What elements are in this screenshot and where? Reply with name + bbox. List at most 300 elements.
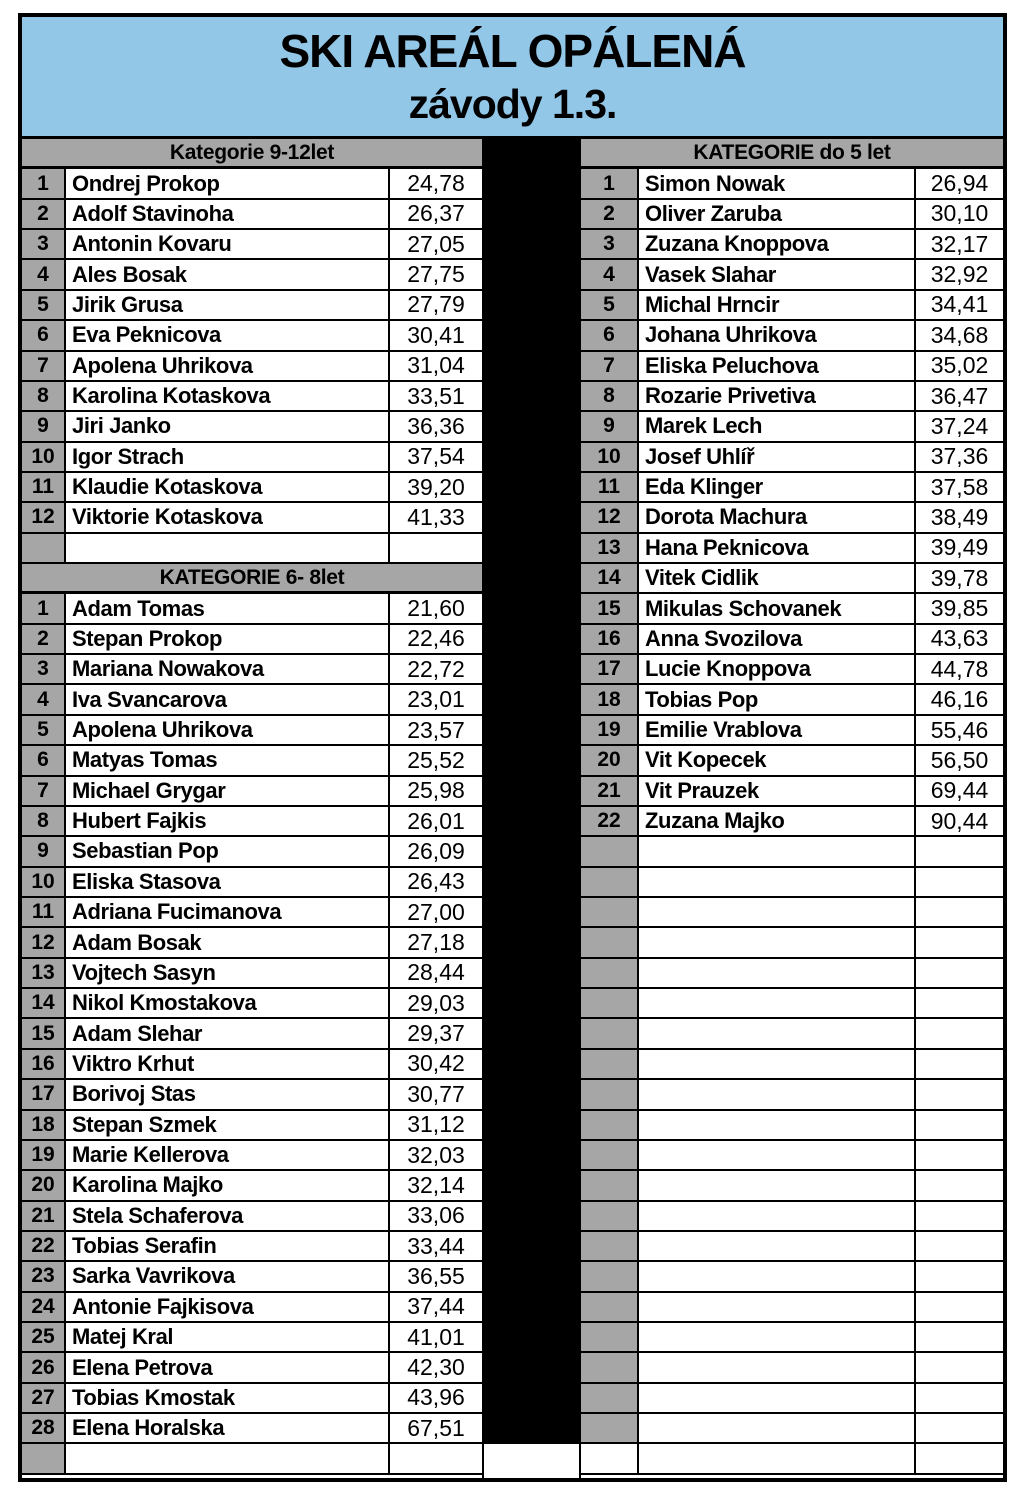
time-cell (916, 1111, 1003, 1139)
rank-cell: 25 (22, 1323, 66, 1351)
time-cell (916, 1323, 1003, 1351)
name-cell: Apolena Uhrikova (66, 716, 390, 744)
rank-cell: 7 (22, 777, 66, 805)
rank-cell: 6 (581, 321, 639, 349)
name-cell: Oliver Zaruba (639, 200, 916, 228)
rank-cell: 11 (581, 473, 639, 501)
table-row (22, 777, 482, 807)
table-row (581, 1353, 1003, 1383)
table-row (22, 260, 482, 290)
name-cell: Matyas Tomas (66, 746, 390, 774)
time-cell: 46,16 (930, 686, 989, 713)
table-row (581, 1444, 1003, 1474)
time-cell: 29,37 (407, 1020, 465, 1047)
name-cell: Rozarie Privetiva (639, 382, 916, 410)
name-cell (639, 1019, 916, 1047)
time-cell: 36,55 (407, 1262, 465, 1289)
name-cell (66, 1444, 390, 1472)
time-cell (916, 837, 1003, 865)
time-cell: 27,05 (407, 230, 465, 257)
time-cell (916, 989, 1003, 1017)
name-cell (639, 1202, 916, 1230)
time-cell: 39,85 (930, 595, 989, 622)
table-row (22, 625, 482, 655)
rank-cell: 7 (22, 352, 66, 380)
name-cell (639, 868, 916, 896)
time-cell (390, 534, 482, 562)
table-row (581, 443, 1003, 473)
time-cell (916, 898, 1003, 926)
time-cell: 38,49 (930, 503, 989, 530)
table-row (22, 655, 482, 685)
name-cell: Eda Klinger (639, 473, 916, 501)
rank-cell (581, 868, 639, 896)
time-cell: 30,77 (407, 1080, 465, 1107)
time-cell: 41,33 (407, 503, 465, 530)
separator-column (482, 139, 581, 1478)
table-row (22, 1323, 482, 1353)
time-cell (916, 1232, 1003, 1260)
time-cell: 32,17 (930, 230, 989, 257)
name-cell: Borivoj Stas (66, 1080, 390, 1108)
time-cell: 90,44 (930, 807, 989, 834)
name-cell: Michal Hrncir (639, 291, 916, 319)
name-cell: Josef Uhlíř (639, 443, 916, 471)
table-row (581, 898, 1003, 928)
name-cell: Vasek Slahar (639, 260, 916, 288)
time-cell: 27,00 (407, 898, 465, 925)
category-header: KATEGORIE do 5 let (581, 139, 1003, 169)
time-cell: 32,92 (930, 261, 989, 288)
name-cell: Michael Grygar (66, 777, 390, 805)
time-cell: 25,98 (407, 777, 465, 804)
rank-cell: 10 (22, 443, 66, 471)
time-cell (916, 1080, 1003, 1108)
rank-cell: 13 (581, 534, 639, 562)
table-row (581, 1323, 1003, 1353)
table-row (581, 868, 1003, 898)
table-row (22, 382, 482, 412)
name-cell: Vit Kopecek (639, 746, 916, 774)
time-cell (390, 1444, 482, 1472)
rank-cell (581, 1323, 639, 1351)
rank-cell: 23 (22, 1262, 66, 1290)
time-cell: 26,37 (407, 200, 465, 227)
table-row (581, 989, 1003, 1019)
rank-cell: 2 (22, 625, 66, 653)
table-row (22, 837, 482, 867)
rank-cell: 4 (581, 260, 639, 288)
rank-cell: 8 (581, 382, 639, 410)
table-row (581, 230, 1003, 260)
table-row (22, 1262, 482, 1292)
name-cell (639, 1080, 916, 1108)
table-row (581, 594, 1003, 624)
table-row (22, 1141, 482, 1171)
time-cell: 30,10 (930, 200, 989, 227)
name-cell: Zuzana Knoppova (639, 230, 916, 258)
rank-cell: 11 (22, 473, 66, 501)
time-cell: 39,20 (407, 473, 465, 500)
time-cell: 39,78 (930, 564, 989, 591)
rank-cell (581, 1293, 639, 1321)
table-row (581, 716, 1003, 746)
time-cell: 31,12 (407, 1111, 465, 1138)
name-cell: Eliska Peluchova (639, 352, 916, 380)
name-cell: Viktro Krhut (66, 1050, 390, 1078)
time-cell: 26,94 (930, 170, 989, 197)
rank-cell: 5 (22, 716, 66, 744)
time-cell (916, 1444, 1003, 1472)
table-row (22, 1019, 482, 1049)
time-cell: 27,18 (407, 929, 465, 956)
table-row (22, 352, 482, 382)
table-row (581, 321, 1003, 351)
time-cell: 37,44 (407, 1293, 465, 1320)
time-cell (916, 1293, 1003, 1321)
time-cell: 55,46 (930, 716, 989, 743)
name-cell: Karolina Majko (66, 1171, 390, 1199)
name-cell (66, 534, 390, 562)
name-cell: Zuzana Majko (639, 807, 916, 835)
title-banner (22, 17, 1003, 139)
name-cell (639, 1141, 916, 1169)
rank-cell (581, 989, 639, 1017)
table-row (581, 1262, 1003, 1292)
name-cell: Nikol Kmostakova (66, 989, 390, 1017)
name-cell: Iva Svancarova (66, 685, 390, 713)
table-row (581, 1111, 1003, 1141)
rank-cell: 21 (581, 777, 639, 805)
table-row (581, 777, 1003, 807)
table-row (581, 1414, 1003, 1444)
table-row (581, 1293, 1003, 1323)
name-cell: Adam Slehar (66, 1019, 390, 1047)
rank-cell: 7 (581, 352, 639, 380)
table-row (22, 200, 482, 230)
name-cell: Vitek Cidlik (639, 564, 916, 592)
time-cell: 36,36 (407, 412, 465, 439)
table-row (581, 1171, 1003, 1201)
name-cell: Eliska Stasova (66, 868, 390, 896)
name-cell: Antonie Fajkisova (66, 1293, 390, 1321)
table-row (22, 1232, 482, 1262)
name-cell (639, 1384, 916, 1412)
name-cell (639, 1323, 916, 1351)
rank-cell: 28 (22, 1414, 66, 1442)
rank-cell: 2 (22, 200, 66, 228)
name-cell (639, 1353, 916, 1381)
name-cell: Antonin Kovaru (66, 230, 390, 258)
table-row (22, 230, 482, 260)
time-cell (916, 1050, 1003, 1078)
name-cell: Mikulas Schovanek (639, 594, 916, 622)
rank-cell (581, 1050, 639, 1078)
empty-separator-cell (482, 1444, 581, 1478)
table-row (22, 534, 482, 564)
time-cell: 37,24 (930, 412, 989, 439)
table-row (22, 169, 482, 199)
name-cell: Tobias Serafin (66, 1232, 390, 1260)
table-row (22, 716, 482, 746)
rank-cell: 5 (22, 291, 66, 319)
rank-cell: 12 (22, 503, 66, 531)
name-cell: Karolina Kotaskova (66, 382, 390, 410)
table-row (581, 837, 1003, 867)
table-row (22, 928, 482, 958)
table-row (581, 503, 1003, 533)
table-row (22, 473, 482, 503)
rank-cell: 14 (581, 564, 639, 592)
table-row (581, 352, 1003, 382)
rank-cell: 20 (22, 1171, 66, 1199)
time-cell (916, 1171, 1003, 1199)
rank-cell: 9 (22, 837, 66, 865)
rank-cell (581, 959, 639, 987)
rank-cell (581, 898, 639, 926)
name-cell: Dorota Machura (639, 503, 916, 531)
time-cell: 36,47 (930, 382, 989, 409)
time-cell: 23,01 (407, 686, 465, 713)
name-cell: Lucie Knoppova (639, 655, 916, 683)
name-cell: Klaudie Kotaskova (66, 473, 390, 501)
table-row (22, 1353, 482, 1383)
rank-cell: 6 (22, 321, 66, 349)
table-row (581, 655, 1003, 685)
table-row (22, 412, 482, 442)
rank-cell: 1 (22, 594, 66, 622)
rank-cell: 13 (22, 959, 66, 987)
table-row (22, 989, 482, 1019)
time-cell: 37,54 (407, 443, 465, 470)
table-row (22, 594, 482, 624)
rank-cell: 21 (22, 1202, 66, 1230)
rank-cell: 24 (22, 1293, 66, 1321)
time-cell: 25,52 (407, 746, 465, 773)
time-cell: 32,14 (407, 1171, 465, 1198)
name-cell: Marie Kellerova (66, 1141, 390, 1169)
name-cell: Johana Uhrikova (639, 321, 916, 349)
table-row (22, 1293, 482, 1323)
table-row (581, 260, 1003, 290)
rank-cell (581, 1414, 639, 1442)
time-cell: 24,78 (407, 170, 465, 197)
name-cell (639, 1262, 916, 1290)
table-row (22, 898, 482, 928)
table-row (581, 200, 1003, 230)
time-cell: 22,72 (407, 655, 465, 682)
time-cell (916, 868, 1003, 896)
sheet-body (22, 139, 1003, 1478)
time-cell (916, 1414, 1003, 1442)
table-row (22, 959, 482, 989)
rank-cell: 9 (581, 412, 639, 440)
name-cell (639, 898, 916, 926)
rank-cell (22, 534, 66, 562)
name-cell (639, 1232, 916, 1260)
rank-cell (581, 1202, 639, 1230)
rank-cell (22, 1444, 66, 1472)
rank-cell: 1 (581, 169, 639, 197)
time-cell: 41,01 (407, 1323, 465, 1350)
time-cell: 30,41 (407, 321, 465, 348)
name-cell: Adam Bosak (66, 928, 390, 956)
rank-cell: 15 (581, 594, 639, 622)
name-cell: Jirik Grusa (66, 291, 390, 319)
table-row (581, 746, 1003, 776)
name-cell (639, 1293, 916, 1321)
rank-cell: 17 (581, 655, 639, 683)
time-cell (916, 959, 1003, 987)
name-cell (639, 1414, 916, 1442)
rank-cell: 8 (22, 382, 66, 410)
rank-cell: 1 (22, 169, 66, 197)
category-header: Kategorie 9-12let (22, 139, 482, 169)
rank-cell: 19 (581, 716, 639, 744)
time-cell: 23,57 (407, 716, 465, 743)
table-row (22, 1202, 482, 1232)
time-cell: 29,03 (407, 989, 465, 1016)
left-results-column (22, 139, 482, 1478)
time-cell (916, 1202, 1003, 1230)
rank-cell (581, 1171, 639, 1199)
table-row (22, 321, 482, 351)
table-row (581, 959, 1003, 989)
table-row (22, 1111, 482, 1141)
time-cell (916, 1262, 1003, 1290)
time-cell: 34,41 (930, 291, 989, 318)
name-cell: Sebastian Pop (66, 837, 390, 865)
name-cell: Elena Petrova (66, 1353, 390, 1381)
rank-cell: 10 (581, 443, 639, 471)
name-cell: Anna Svozilova (639, 625, 916, 653)
table-row (581, 807, 1003, 837)
table-row (22, 291, 482, 321)
rank-cell (581, 1111, 639, 1139)
rank-cell: 14 (22, 989, 66, 1017)
time-cell: 33,51 (407, 382, 465, 409)
name-cell (639, 959, 916, 987)
name-cell: Stela Schaferova (66, 1202, 390, 1230)
rank-cell: 15 (22, 1019, 66, 1047)
name-cell: Sarka Vavrikova (66, 1262, 390, 1290)
name-cell (639, 928, 916, 956)
name-cell: Stepan Szmek (66, 1111, 390, 1139)
rank-cell: 19 (22, 1141, 66, 1169)
time-cell: 69,44 (930, 777, 989, 804)
black-filled-column (482, 139, 581, 1444)
name-cell (639, 1171, 916, 1199)
rank-cell: 8 (22, 807, 66, 835)
table-row (22, 868, 482, 898)
rank-cell (581, 837, 639, 865)
rank-cell: 17 (22, 1080, 66, 1108)
time-cell: 42,30 (407, 1354, 465, 1381)
table-row (22, 443, 482, 473)
rank-cell (581, 1019, 639, 1047)
table-row (581, 412, 1003, 442)
table-row (581, 1384, 1003, 1414)
table-row (581, 382, 1003, 412)
time-cell (916, 1141, 1003, 1169)
table-row (581, 1080, 1003, 1110)
time-cell: 44,78 (930, 655, 989, 682)
table-row (581, 1202, 1003, 1232)
table-row (581, 564, 1003, 594)
name-cell (639, 989, 916, 1017)
time-cell (916, 1019, 1003, 1047)
results-sheet (18, 13, 1007, 1482)
name-cell: Ales Bosak (66, 260, 390, 288)
table-row (22, 1414, 482, 1444)
rank-cell (581, 1232, 639, 1260)
rank-cell (581, 928, 639, 956)
name-cell: Viktorie Kotaskova (66, 503, 390, 531)
name-cell: Adriana Fucimanova (66, 898, 390, 926)
rank-cell: 27 (22, 1384, 66, 1412)
time-cell: 31,04 (407, 352, 465, 379)
rank-cell (581, 1353, 639, 1381)
table-row (22, 746, 482, 776)
rank-cell: 12 (581, 503, 639, 531)
name-cell: Apolena Uhrikova (66, 352, 390, 380)
name-cell: Hubert Fajkis (66, 807, 390, 835)
table-row (581, 169, 1003, 199)
name-cell: Ondrej Prokop (66, 169, 390, 197)
table-row (22, 503, 482, 533)
page-title: SKI AREÁL OPÁLENÁ (279, 25, 746, 77)
table-row (22, 685, 482, 715)
rank-cell: 2 (581, 200, 639, 228)
time-cell: 27,79 (407, 291, 465, 318)
time-cell: 22,46 (407, 625, 465, 652)
table-row (581, 685, 1003, 715)
name-cell: Tobias Pop (639, 685, 916, 713)
name-cell: Hana Peknicova (639, 534, 916, 562)
name-cell (639, 1111, 916, 1139)
name-cell: Stepan Prokop (66, 625, 390, 653)
time-cell: 26,43 (407, 868, 465, 895)
time-cell: 37,58 (930, 473, 989, 500)
name-cell: Matej Kral (66, 1323, 390, 1351)
time-cell: 35,02 (930, 352, 989, 379)
table-row (581, 1141, 1003, 1171)
category-header: KATEGORIE 6- 8let (22, 564, 482, 594)
time-cell: 26,01 (407, 807, 465, 834)
name-cell: Simon Nowak (639, 169, 916, 197)
name-cell: Marek Lech (639, 412, 916, 440)
table-row (581, 625, 1003, 655)
rank-cell: 9 (22, 412, 66, 440)
name-cell: Eva Peknicova (66, 321, 390, 349)
time-cell: 33,44 (407, 1232, 465, 1259)
rank-cell: 4 (22, 260, 66, 288)
page-subtitle: závody 1.3. (408, 81, 617, 128)
time-cell: 56,50 (930, 746, 989, 773)
rank-cell: 6 (22, 746, 66, 774)
rank-cell (581, 1262, 639, 1290)
name-cell (639, 1444, 916, 1472)
table-row (581, 473, 1003, 503)
table-row (22, 1384, 482, 1414)
rank-cell: 3 (22, 655, 66, 683)
table-row (22, 1050, 482, 1080)
name-cell: Igor Strach (66, 443, 390, 471)
name-cell: Elena Horalska (66, 1414, 390, 1442)
time-cell (916, 928, 1003, 956)
name-cell: Adam Tomas (66, 594, 390, 622)
time-cell: 37,36 (930, 443, 989, 470)
